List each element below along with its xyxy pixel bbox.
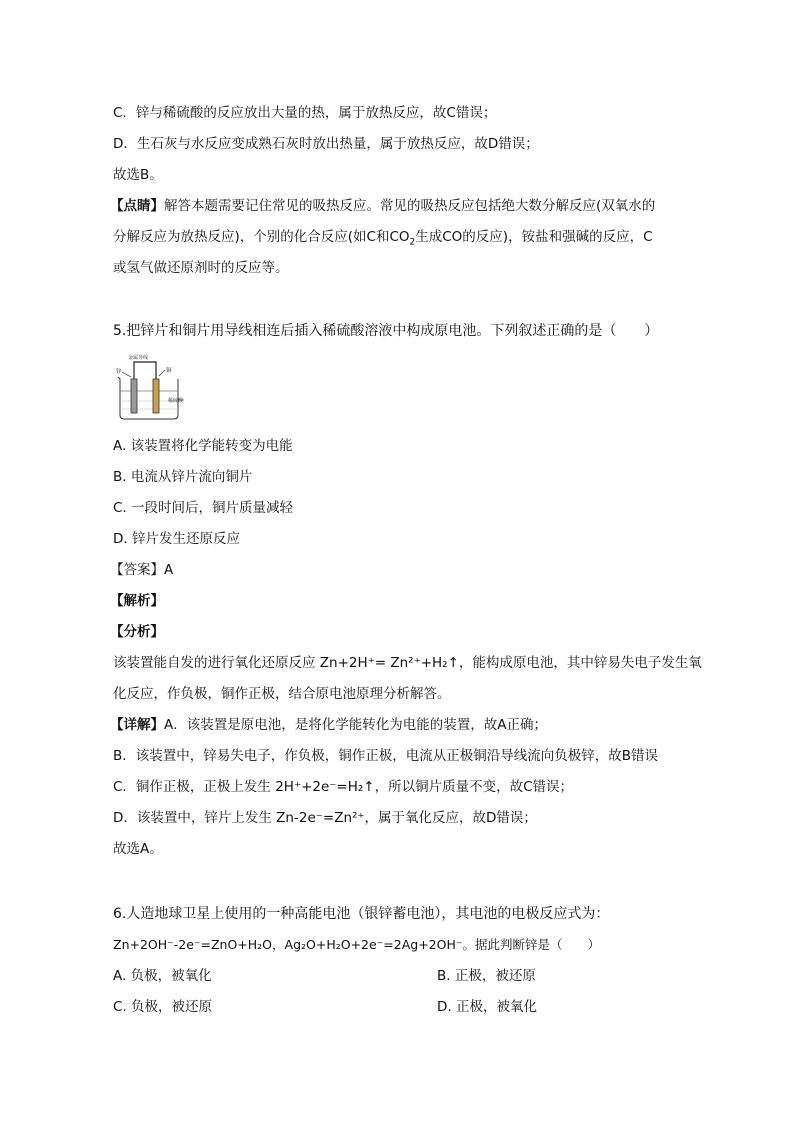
zn-pointer <box>122 372 131 377</box>
tip-subscript: 2 <box>409 237 416 248</box>
zn-label: 锌 <box>116 369 122 375</box>
tip-line-2 <box>113 228 653 252</box>
prev-option-d-explanation: D．生石灰与水反应变成熟石灰时放出热量，属于放热反应，故D错误； <box>113 136 539 152</box>
cu-pointer <box>159 370 165 376</box>
q5-option-a: A. 该装置将化学能转变为电能 <box>113 438 293 454</box>
q5-detail-b: B．该装置中，锌易失电子，作负极，铜作正极，电流从正极铜沿导线流向负极锌，故B错误 <box>113 748 659 764</box>
q5-detail-a-text: A．该装置是原电池，是将化学能转化为电能的装置，故A正确； <box>164 717 547 733</box>
tip-text-2b: 生成CO的反应)，铵盐和强碱的反应，C <box>415 229 653 245</box>
q5-fenxi-line-2: 化反应，作负极，铜作正极，结合原电池原理分析解答。 <box>113 686 451 702</box>
q6-option-d: D. 正极，被氧化 <box>437 999 537 1015</box>
q5-analysis-label: 【解析】 <box>110 593 164 609</box>
tip-label: 【点睛】 <box>110 198 164 214</box>
q5-answer: 【答案】A <box>110 562 174 578</box>
tip-line-3: 或氢气做还原剂时的反应等。 <box>113 260 289 276</box>
q5-detail-d: D．该装置中，锌片上发生 Zn-2e⁻=Zn²⁺，属于氧化反应，故D错误； <box>113 810 537 826</box>
tip-text-1: 解答本题需要记住常见的吸热反应。常见的吸热反应包括绝大数分解反应(双氧水的 <box>164 198 656 214</box>
q5-detail-c: C．铜作正极，正极上发生 2H⁺+2e⁻=H₂↑，所以铜片质量不变，故C错误； <box>113 779 574 795</box>
tip-text-2a: 分解反应为放热反应)，个别的化合反应(如C和CO <box>113 229 410 245</box>
q5-fenxi-line-1: 该装置能自发的进行氧化还原反应 Zn+2H⁺= Zn²⁺+H₂↑，能构成原电池，其中锌易失电子发生氧 <box>113 655 702 671</box>
q5-option-b: B. 电流从锌片流向铜片 <box>113 469 253 485</box>
q6-option-a: A. 负极，被氧化 <box>113 968 212 984</box>
cu-label: 铜 <box>166 368 172 374</box>
q6-option-b: B. 正极，被还原 <box>437 968 536 984</box>
zinc-plate <box>131 379 137 413</box>
wire-label: 金属导线 <box>128 355 149 361</box>
q5-option-d: D. 锌片发生还原反应 <box>113 531 240 547</box>
q6-equation: Zn+2OH⁻-2e⁻=ZnO+H₂O，Ag₂O+H₂O+2e⁻=2Ag+2OH⁻。据此判断锌是（ ） <box>113 937 600 952</box>
prev-conclusion: 故选B。 <box>113 167 163 183</box>
q6-stem: 6.人造地球卫星上使用的一种高能电池（银锌蓄电池），其电池的电极反应式为： <box>113 906 610 922</box>
galvanic-cell-figure <box>114 353 194 421</box>
copper-plate <box>153 379 159 413</box>
acid-label: 稀硫酸 <box>168 398 184 404</box>
q5-conclusion: 故选A。 <box>113 841 163 857</box>
q5-fenxi-label: 【分析】 <box>110 624 164 640</box>
q5-option-c: C. 一段时间后，铜片质量减轻 <box>113 500 294 516</box>
prev-option-c-explanation: C．锌与稀硫酸的反应放出大量的热，属于放热反应，故C错误； <box>113 105 497 121</box>
q5-detail-label: 【详解】 <box>110 717 164 733</box>
q5-detail-a <box>110 716 547 734</box>
q5-stem: 5.把锌片和铜片用导线相连后插入稀硫酸溶液中构成原电池。下列叙述正确的是（ ） <box>113 323 659 339</box>
tip-line-1 <box>110 197 655 215</box>
q6-option-c: C. 负极，被还原 <box>113 999 213 1015</box>
